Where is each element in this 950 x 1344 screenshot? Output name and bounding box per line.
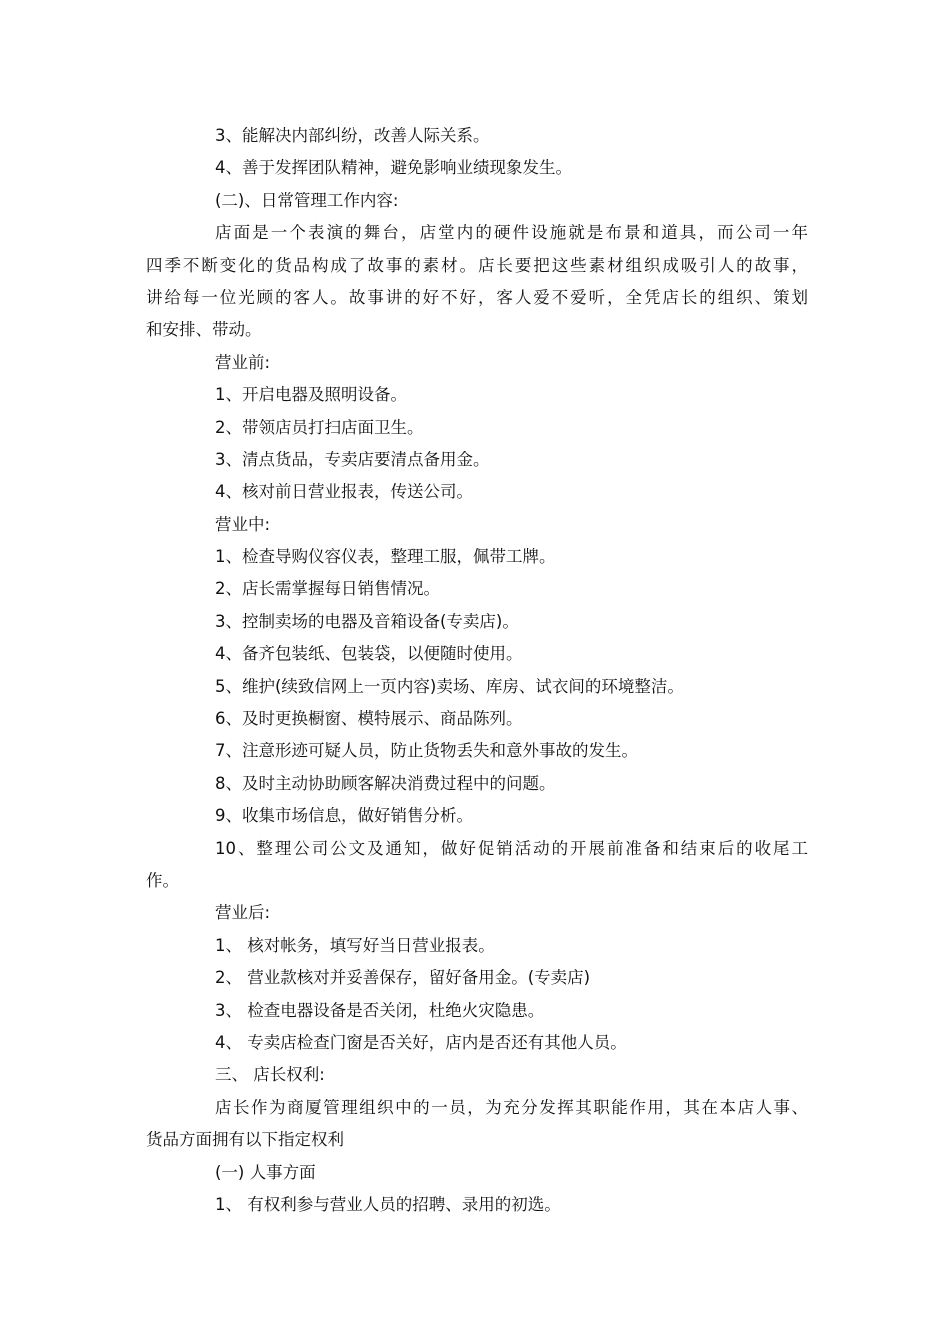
list-item: 2、 营业款核对并妥善保存，留好备用金。(专卖店) (215, 968, 591, 988)
list-item: 4、核对前日营业报表，传送公司。 (215, 482, 473, 502)
paragraph-line: 店面是一个表演的舞台，店堂内的硬件设施就是布景和道具，而公司一年 (215, 223, 808, 243)
list-item: 2、店长需掌握每日销售情况。 (215, 579, 440, 599)
list-item: 1、检查导购仪容仪表，整理工服，佩带工牌。 (215, 547, 556, 567)
list-item: 7、注意形迹可疑人员，防止货物丢失和意外事故的发生。 (215, 741, 638, 761)
subheading-before-business: 营业前: (215, 352, 271, 372)
subheading-during-business: 营业中: (215, 514, 271, 534)
list-item: 5、维护(续致信网上一页内容)卖场、库房、试衣间的环境整洁。 (215, 676, 684, 696)
list-item: 3、 检查电器设备是否关闭，杜绝火灾隐患。 (215, 1000, 545, 1020)
list-item: 1、 有权利参与营业人员的招聘、录用的初选。 (215, 1194, 561, 1214)
document-body (146, 120, 808, 1221)
list-item: 4、 专卖店检查门窗是否关好，店内是否还有其他人员。 (215, 1032, 627, 1052)
paragraph-line: 店长作为商厦管理组织中的一员，为充分发挥其职能作用，其在本店人事、 (215, 1097, 808, 1117)
list-item: 2、带领店员打扫店面卫生。 (215, 417, 424, 437)
section-heading-daily-management: (二)、日常管理工作内容: (215, 190, 399, 210)
list-item-continuation: 作。 (146, 870, 179, 890)
list-item: 1、 核对帐务，填写好当日营业报表。 (215, 935, 495, 955)
list-item: 6、及时更换橱窗、模特展示、商品陈列。 (215, 709, 523, 729)
paragraph-line: 四季不断变化的货品构成了故事的素材。店长要把这些素材组织成吸引人的故事， (146, 255, 808, 275)
list-item: 3、控制卖场的电器及音箱设备(专卖店)。 (215, 611, 519, 631)
subheading-personnel: (一) 人事方面 (215, 1162, 316, 1182)
paragraph-line: 和安排、带动。 (146, 320, 262, 340)
list-item: 8、及时主动协助顾客解决消费过程中的问题。 (215, 773, 556, 793)
list-item: 9、收集市场信息，做好销售分析。 (215, 806, 473, 826)
list-item: 3、清点货品，专卖店要清点备用金。 (215, 449, 490, 469)
list-item: 4、备齐包装纸、包装袋，以便随时使用。 (215, 644, 523, 664)
paragraph-line: 货品方面拥有以下指定权利 (146, 1130, 344, 1150)
section-heading-manager-rights: 三、 店长权利: (215, 1065, 325, 1085)
list-item: 10、整理公司公文及通知，做好促销活动的开展前准备和结束后的收尾工 (215, 838, 808, 858)
list-item: 1、开启电器及照明设备。 (215, 385, 407, 405)
list-item-2: 4、善于发挥团队精神，避免影响业绩现象发生。 (215, 158, 572, 178)
list-item-1: 3、能解决内部纠纷，改善人际关系。 (215, 126, 490, 145)
paragraph-line: 讲给每一位光顾的客人。故事讲的好不好，客人爱不爱听，全凭店长的组织、策划 (146, 287, 808, 307)
subheading-after-business: 营业后: (215, 903, 271, 923)
